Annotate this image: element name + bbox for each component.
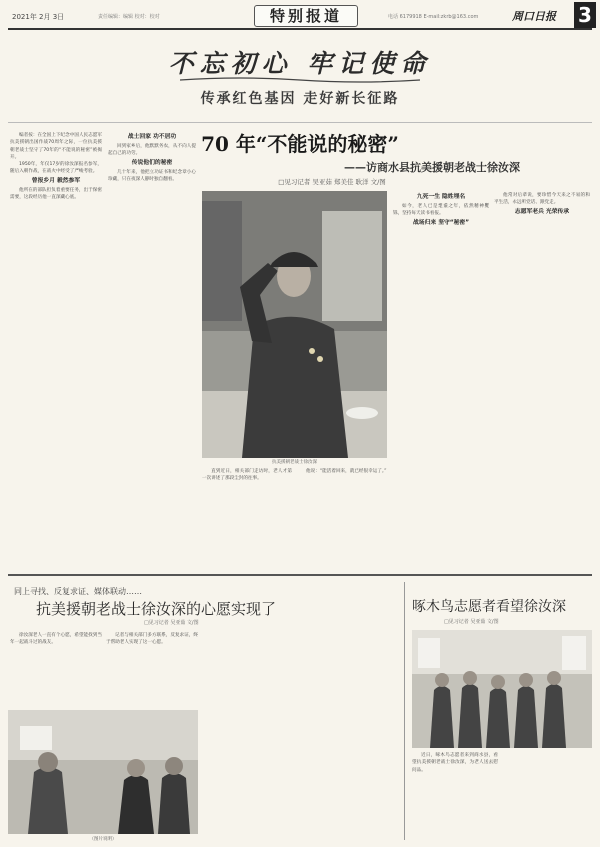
column-divider [404, 582, 405, 840]
section-subhead: 传说他们的秘密 [131, 159, 173, 166]
bottom-right-column-1 [412, 752, 498, 840]
article-paragraph: 直到近日，相关部门走访时，老人才第一次讲述了那段尘封的往事。 [202, 469, 292, 482]
article-paragraph: 近日，啄木鸟志愿者来到商水县，看望抗美援朝老战士徐汝深，为老人送去慰问品。 [412, 753, 498, 773]
article-paragraph: 他所在的部队担负着重要任务，出于保密需要，这段经历他一直深藏心底。 [10, 187, 102, 201]
article-column-1 [10, 132, 102, 568]
bottom-left-column-1 [10, 632, 102, 708]
article-column-3a [202, 468, 292, 568]
contact-info: 电话 6179918 E-mail:zkrb@163.com [388, 14, 479, 20]
article-paragraph: 几十年来，他把立功证书和纪念章小心珍藏，只在夜深人静时独自翻看。 [108, 169, 196, 182]
editor-note: 编者按：在全国上下纪念中国人民志愿军抗美援朝出国作战70周年之际，一位抗美援朝老战士坚守了70年的“不能说的秘密”被揭开。 [10, 133, 102, 160]
article-paragraph: 他常对后辈说，要珍惜今天来之不易的和平生活，永远听党话、跟党走。 [494, 193, 590, 206]
bottom-left-photo [8, 710, 198, 834]
section-subhead: 战士回家 功不居功 [127, 134, 177, 140]
article-column-4 [393, 192, 489, 568]
bottom-left-photo-caption: （图片说明） [89, 837, 117, 842]
page-number: 3 [574, 2, 596, 28]
section-title: 特别报道 [254, 5, 358, 27]
section-subhead: 战场归来 坚守“秘密” [412, 219, 469, 226]
banner [130, 44, 470, 124]
article-byline: □见习记者 吴亚茹 郑美佳 耿洋 文/图 [278, 178, 386, 186]
banner-title: 不忘初心 牢记使命 [168, 49, 432, 78]
volunteers-group-image [412, 630, 592, 748]
article-paragraph: 徐汝深老人一直有个心愿，希望能找到当年一起战斗过的战友。 [10, 633, 102, 646]
bottom-right-byline: □见习记者 吴亚茹 文/图 [444, 619, 499, 625]
bottom-left-byline: □见习记者 吴亚茹 文/图 [144, 620, 199, 626]
article-column-2 [108, 132, 196, 568]
section-subhead: 九死一生 隐姓埋名 [416, 194, 466, 200]
bottom-left-column-2 [106, 632, 198, 708]
article-paragraph: 回到家乡后，他默默务农，从不向人提起自己的功劳。 [108, 144, 196, 157]
section-divider [8, 574, 592, 576]
paper-name: 周口日报 [512, 10, 556, 23]
banner-flourish-icon [180, 76, 420, 84]
interview-scene-image [8, 710, 198, 834]
article-paragraph: 如今，老人已是耄耋之年，依然精神矍铄，坚持每天读书看报。 [393, 204, 489, 217]
article-headline: 70 年“不能说的秘密” [201, 132, 399, 156]
bottom-left-column-3 [204, 632, 300, 838]
article-column-3b [297, 468, 387, 568]
masthead [8, 4, 592, 30]
section-subhead: 曾报乡月 毅然参军 [31, 177, 81, 184]
article-paragraph: 他说：“能活着回来，就已经很幸运了。” [306, 469, 387, 474]
photo-caption: 抗美援朝老战士徐汝深 [272, 460, 317, 465]
editor-info: 责任编辑：编辑 校对：校对 [98, 14, 160, 20]
divider [8, 122, 592, 123]
veteran-saluting-image [202, 191, 387, 458]
section-subhead: 志愿军老兵 光荣传承 [514, 208, 570, 215]
veteran-photo [202, 191, 387, 458]
article-subheadline: ——访商水县抗美援朝老战士徐汝深 [344, 161, 520, 174]
article-paragraph: 1950年，年仅17岁的徐汝深报名参军，随后入朝作战，在战火中经受了严峻考验。 [10, 162, 102, 175]
bottom-left-column-4 [304, 632, 400, 838]
bottom-right-photo [412, 630, 592, 748]
banner-subtitle: 传承红色基因 走好新长征路 [200, 91, 400, 107]
bottom-left-kicker: 同上寻找、反复求证、媒体联动…… [14, 587, 142, 596]
article-paragraph: 记者与相关部门多方联系，反复求证，终于帮助老人实现了这一心愿。 [106, 633, 198, 646]
article-column-5 [494, 192, 590, 568]
bottom-right-column-2 [504, 752, 590, 840]
bottom-left-headline: 抗美援朝老战士徐汝深的心愿实现了 [36, 600, 277, 618]
bottom-right-headline: 啄木鸟志愿者看望徐汝深 [412, 599, 566, 615]
issue-date: 2021年 2月 3日 [12, 13, 65, 21]
